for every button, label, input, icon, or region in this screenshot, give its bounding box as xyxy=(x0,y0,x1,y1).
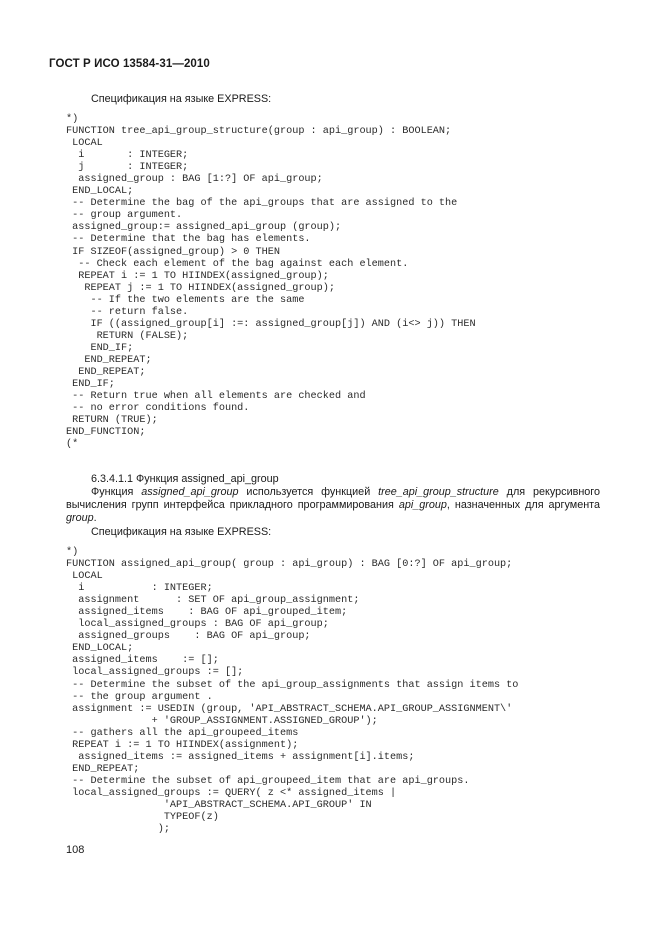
code-block-tree-api-group-structure xyxy=(66,114,476,451)
code-line: assigned_group : BAG [1:?] OF api_group; xyxy=(66,174,323,186)
code-line: assigned_items := []; xyxy=(66,655,219,667)
code-line: assignment : SET OF api_group_assignment; xyxy=(66,595,360,607)
code-line: FUNCTION assigned_api_group( group : api_group) : BAG [0:?] OF api_group; xyxy=(66,559,513,571)
code-line: REPEAT j := 1 TO HIINDEX(assigned_group); xyxy=(66,282,335,294)
desc-arg-name: group xyxy=(66,512,94,525)
code-line: REPEAT i := 1 TO HIINDEX(assignment); xyxy=(66,739,299,751)
code-line: END_FUNCTION; xyxy=(66,427,146,439)
code-line: + 'GROUP_ASSIGNMENT.ASSIGNED_GROUP'); xyxy=(66,715,378,727)
code-line: *) xyxy=(66,114,79,125)
express-spec-label: Спецификация на языке EXPRESS: xyxy=(91,93,272,105)
code-line: END_REPEAT; xyxy=(66,763,140,775)
code-line: *) xyxy=(66,547,79,558)
code-block-assigned-api-group xyxy=(66,547,518,836)
code-line: END_LOCAL; xyxy=(66,186,134,198)
code-line: i : INTEGER; xyxy=(66,150,189,162)
function-description xyxy=(66,486,600,526)
code-line: -- Determine the bag of the api_groups that are assigned to the xyxy=(66,198,458,210)
code-line: -- Check each element of the bag against each element. xyxy=(66,258,409,270)
desc-text: . xyxy=(93,512,97,525)
desc-func-name: assigned_api_group xyxy=(141,486,239,498)
code-line: i : INTEGER; xyxy=(66,583,213,595)
code-line: j : INTEGER; xyxy=(66,162,189,174)
code-line: END_REPEAT; xyxy=(66,354,152,366)
code-line: IF ((assigned_group[i] :=: assigned_group[j]) AND (i<> j)) THEN xyxy=(66,318,476,330)
code-line: ); xyxy=(66,824,170,836)
code-line: -- the group argument . xyxy=(66,691,213,703)
code-line: (* xyxy=(66,439,79,451)
code-line: LOCAL xyxy=(66,138,103,150)
code-line: assigned_group:= assigned_api_group (group); xyxy=(66,222,342,234)
code-line: -- If the two elements are the same xyxy=(66,294,305,306)
code-line: -- Return true when all elements are checked and xyxy=(66,391,366,403)
desc-func-name: tree_api_group_structure xyxy=(378,486,499,498)
page-header-title: ГОСТ Р ИСО 13584-31—2010 xyxy=(49,58,210,70)
code-line: -- gathers all the api_groupeed_items xyxy=(66,727,299,739)
code-line: END_LOCAL; xyxy=(66,643,134,655)
desc-text: , назначенных для аргумента xyxy=(446,499,600,512)
code-line: -- Determine the subset of the api_group_assignments that assign items to xyxy=(66,679,519,691)
code-line: -- return false. xyxy=(66,306,189,318)
code-line: local_assigned_groups := QUERY( z <* assigned_items | xyxy=(66,787,397,799)
desc-type-name: api_group xyxy=(398,499,447,512)
code-line: -- group argument. xyxy=(66,210,183,222)
code-line: END_IF; xyxy=(66,342,134,354)
code-line: local_assigned_groups : BAG OF api_group; xyxy=(66,619,329,631)
code-line: LOCAL xyxy=(66,571,103,583)
desc-text: для рекурсивного вычисления групп интерфейса прикладного программирования xyxy=(66,486,601,512)
code-line: REPEAT i := 1 TO HIINDEX(assigned_group); xyxy=(66,270,329,282)
code-line: assigned_items : BAG OF api_grouped_item; xyxy=(66,607,348,619)
desc-text: Функция xyxy=(91,486,142,498)
code-line: 'API_ABSTRACT_SCHEMA.API_GROUP' IN xyxy=(66,799,372,811)
code-line: -- Determine that the bag has elements. xyxy=(66,234,311,246)
code-line: assigned_groups : BAG OF api_group; xyxy=(66,631,311,643)
desc-text: используется функцией xyxy=(238,486,379,498)
code-line: assigned_items := assigned_items + assignment[i].items; xyxy=(66,751,415,763)
code-line: -- Determine the subset of api_groupeed_item that are api_groups. xyxy=(66,775,470,787)
section-heading-assigned-api-group: 6.3.4.1.1 Функция assigned_api_group xyxy=(91,473,279,485)
code-line: -- no error conditions found. xyxy=(66,403,250,415)
code-line: FUNCTION tree_api_group_structure(group : api_group) : BOOLEAN; xyxy=(66,126,452,138)
code-line: assignment := USEDIN (group, 'API_ABSTRACT_SCHEMA.API_GROUP_ASSIGNMENT\' xyxy=(66,703,513,715)
code-line: RETURN (FALSE); xyxy=(66,330,189,342)
express-spec-label: Спецификация на языке EXPRESS: xyxy=(91,526,272,538)
code-line: END_IF; xyxy=(66,379,115,391)
page-number: 108 xyxy=(66,844,85,856)
code-line: END_REPEAT; xyxy=(66,366,146,378)
code-line: RETURN (TRUE); xyxy=(66,415,158,427)
code-line: TYPEOF(z) xyxy=(66,812,219,824)
code-line: local_assigned_groups := []; xyxy=(66,667,244,679)
code-line: IF SIZEOF(assigned_group) > 0 THEN xyxy=(66,246,280,258)
